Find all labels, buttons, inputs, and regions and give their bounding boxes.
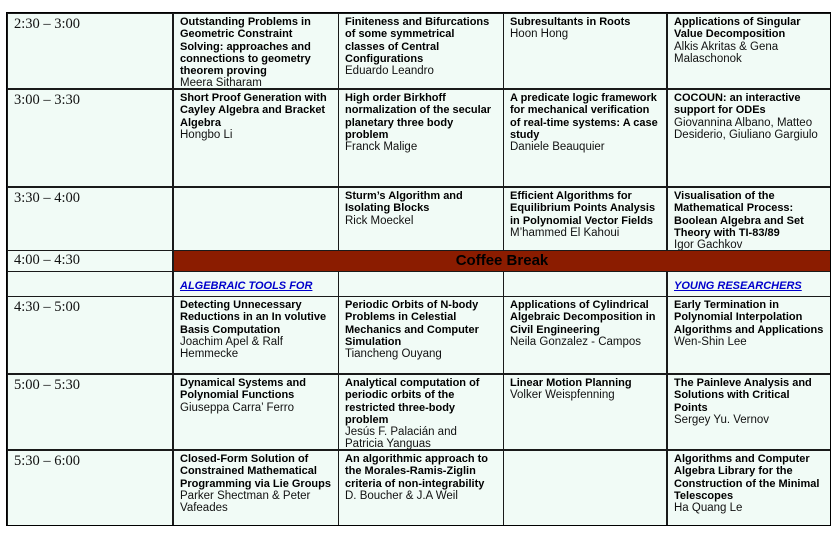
talk-cell bbox=[668, 188, 830, 250]
talk-cell bbox=[174, 90, 338, 186]
time-cell: 5:00 – 5:30 bbox=[8, 375, 172, 449]
session-header-empty bbox=[504, 272, 666, 296]
talk-cell bbox=[339, 451, 503, 525]
coffee-break-banner: Coffee Break bbox=[174, 251, 830, 271]
talk-title: High order Birkhoff normalization of the secular planetary three body problem bbox=[345, 92, 492, 141]
talk-cell bbox=[504, 375, 666, 449]
talk-title: Short Proof Generation with Cayley Algebra and Bracket Algebra bbox=[180, 92, 327, 129]
talk-author: Giuseppa Carra’ Ferro bbox=[180, 401, 294, 414]
talk-author: Franck Malige bbox=[345, 141, 418, 154]
session-header-empty bbox=[8, 272, 172, 296]
talk-cell-empty bbox=[174, 188, 338, 250]
talk-author: Neila Gonzalez - Campos bbox=[510, 335, 642, 348]
talk-author: Giovannina Albano, Matteo Desiderio, Giuliano Gargiulo bbox=[674, 116, 818, 141]
talk-author: Joachim Apel & Ralf Hemmecke bbox=[180, 335, 283, 361]
talk-cell-empty bbox=[504, 451, 666, 525]
session-header-empty bbox=[339, 272, 503, 296]
talk-title: Periodic Orbits of N-body Problems in Celestial Mechanics and Computer Simulation bbox=[345, 299, 479, 348]
talk-title: Closed-Form Solution of Constrained Mathematical Programming via Lie Groups bbox=[180, 453, 331, 490]
talk-cell bbox=[339, 188, 503, 250]
talk-cell bbox=[174, 375, 338, 449]
talk-author: Jesús F. Palacián and Patricia Yanguas bbox=[345, 426, 457, 449]
talk-title: An algorithmic approach to the Morales-Ramis-Ziglin criteria of non-integrability bbox=[345, 453, 489, 490]
time-cell: 4:00 – 4:30 bbox=[8, 251, 172, 271]
time-cell: 3:30 – 4:00 bbox=[8, 188, 172, 250]
talk-cell bbox=[504, 90, 666, 186]
talk-cell bbox=[504, 297, 666, 373]
talk-title: Subresultants in Roots bbox=[510, 16, 631, 28]
talk-author: Hoon Hong bbox=[510, 28, 569, 41]
talk-author: Eduardo Leandro bbox=[345, 65, 434, 78]
time-cell: 5:30 – 6:00 bbox=[8, 451, 172, 525]
schedule-table bbox=[6, 12, 831, 526]
talk-author: Tiancheng Ouyang bbox=[345, 348, 442, 361]
talk-author: Igor Gachkov bbox=[674, 239, 743, 250]
talk-title: Analytical computation of periodic orbits of the restricted three-body problem bbox=[345, 377, 480, 426]
talk-title: Applications of Singular Value Decomposition bbox=[674, 16, 801, 41]
talk-author: Wen-Shin Lee bbox=[674, 335, 747, 348]
talk-author: Volker Weispfenning bbox=[510, 389, 615, 402]
talk-author: Alkis Akritas & Gena Malaschonok bbox=[674, 40, 779, 65]
talk-cell bbox=[668, 451, 830, 525]
talk-cell bbox=[668, 375, 830, 449]
session-link-algebraic-tools[interactable]: ALGEBRAIC TOOLS FOR bbox=[180, 280, 313, 292]
talk-cell bbox=[339, 14, 503, 88]
talk-cell bbox=[504, 14, 666, 88]
talk-title: A predicate logic framework for mechanical verification of real-time systems: A case study bbox=[510, 92, 658, 141]
session-header bbox=[668, 272, 830, 296]
talk-cell bbox=[339, 90, 503, 186]
talk-author: D. Boucher & J.A Weil bbox=[345, 489, 458, 502]
talk-title: Detecting Unnecessary Reductions in an In volutive Basis Computation bbox=[180, 299, 327, 336]
talk-cell bbox=[174, 297, 338, 373]
talk-cell bbox=[174, 14, 338, 88]
talk-author: Meera Sitharam bbox=[180, 77, 262, 88]
talk-author: Sergey Yu. Vernov bbox=[674, 413, 770, 426]
time-cell: 3:00 – 3:30 bbox=[8, 90, 172, 186]
talk-cell bbox=[504, 188, 666, 250]
talk-cell bbox=[174, 451, 338, 525]
talk-title: Efficient Algorithms for Equilibrium Points Analysis in Polynomial Vector Fields bbox=[510, 190, 656, 227]
session-header bbox=[174, 272, 338, 296]
talk-title: Linear Motion Planning bbox=[510, 377, 632, 389]
talk-cell bbox=[668, 297, 830, 373]
talk-title: Algorithms and Computer Algebra Library for the Construction of the Minimal Telescopes bbox=[674, 453, 820, 502]
talk-cell bbox=[339, 375, 503, 449]
talk-author: M’hammed El Kahoui bbox=[510, 226, 620, 239]
talk-cell bbox=[339, 297, 503, 373]
talk-title: The Painleve Analysis and Solutions with Critical Points bbox=[674, 377, 812, 414]
talk-author: Rick Moeckel bbox=[345, 214, 414, 227]
session-link-young-researchers[interactable]: YOUNG RESEARCHERS bbox=[674, 280, 802, 292]
time-cell: 2:30 – 3:00 bbox=[8, 14, 172, 88]
talk-cell bbox=[668, 90, 830, 186]
talk-author: Parker Shectman & Peter Vafeades bbox=[180, 489, 311, 515]
talk-title: Outstanding Problems in Geometric Constraint Solving: approaches and connections to geometry theorem proving bbox=[180, 16, 311, 78]
talk-title: Sturm’s Algorithm and Isolating Blocks bbox=[345, 190, 463, 215]
talk-title: Applications of Cylindrical Algebraic Decomposition in Civil Engineering bbox=[510, 299, 656, 336]
talk-title: Early Termination in Polynomial Interpolation Algorithms and Applications bbox=[674, 299, 824, 336]
talk-cell bbox=[668, 14, 830, 88]
time-cell: 4:30 – 5:00 bbox=[8, 297, 172, 373]
talk-author: Daniele Beauquier bbox=[510, 141, 605, 154]
talk-author: Ha Quang Le bbox=[674, 502, 743, 515]
talk-title: Finiteness and Bifurcations of some symmetrical classes of Central Configurations bbox=[345, 16, 490, 65]
talk-title: Visualisation of the Mathematical Process: Boolean Algebra and Set Theory with TI-83/89 bbox=[674, 190, 804, 239]
talk-title: COCOUN: an interactive support for ODEs bbox=[674, 92, 801, 117]
talk-author: Hongbo Li bbox=[180, 128, 233, 141]
talk-title: Dynamical Systems and Polynomial Functions bbox=[180, 377, 306, 402]
